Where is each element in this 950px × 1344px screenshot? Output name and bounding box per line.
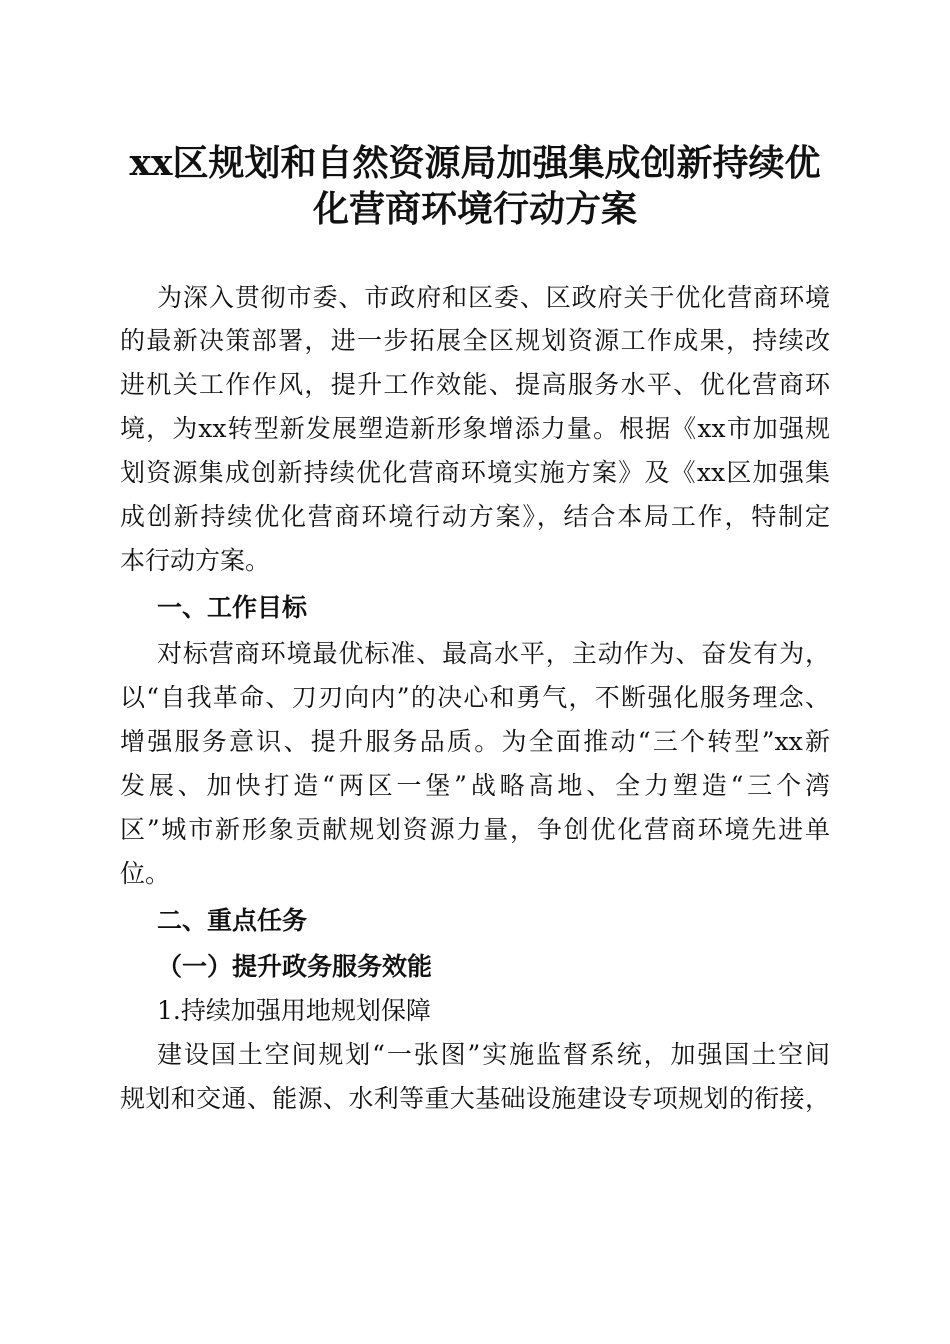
paragraph-line: 本行动方案。 <box>120 546 271 575</box>
paragraph-line: 对标营商环境最优标准、最高水平，主动作为、奋发有为， <box>157 639 830 668</box>
paragraph-line: 进机关工作作风，提升工作效能、提高服务水平、优化营商环 <box>120 370 830 399</box>
subsection-heading: （一）提升政务服务效能 <box>157 952 433 981</box>
section-heading: 二、重点任务 <box>157 906 308 935</box>
paragraph-line: 划资源集成创新持续优化营商环境实施方案》及《xx区加强集 <box>120 458 830 487</box>
paragraph-line: 以“自我革命、刀刃向内”的决心和勇气，不断强化服务理念、 <box>120 683 830 712</box>
paragraph-line: 增强服务意识、提升服务品质。为全面推动“三个转型”xx新 <box>120 727 830 756</box>
item-heading: 1.持续加强用地规划保障 <box>157 996 431 1025</box>
section-heading: 一、工作目标 <box>157 593 308 622</box>
document-title-line-1: xx区规划和自然资源局加强集成创新持续优 <box>129 142 821 184</box>
paragraph-line: 境，为xx转型新发展塑造新形象增添力量。根据《xx市加强规 <box>120 414 830 443</box>
paragraph-line: 的最新决策部署，进一步拓展全区规划资源工作成果，持续改 <box>120 326 830 355</box>
paragraph-line: 为深入贯彻市委、市政府和区委、区政府关于优化营商环境 <box>157 283 830 312</box>
paragraph-line: 建设国土空间规划“一张图”实施监督系统，加强国土空间 <box>157 1040 830 1069</box>
document-title-line-2: 化营商环境行动方案 <box>312 188 637 230</box>
paragraph-line: 规划和交通、能源、水利等重大基础设施建设专项规划的衔接， <box>120 1084 830 1113</box>
paragraph-line: 位。 <box>120 859 171 888</box>
paragraph-line: 区”城市新形象贡献规划资源力量，争创优化营商环境先进单 <box>120 815 830 844</box>
paragraph-line: 成创新持续优化营商环境行动方案》，结合本局工作，特制定 <box>120 502 830 531</box>
paragraph-line: 发展、加快打造“两区一堡”战略高地、全力塑造“三个湾 <box>120 771 830 800</box>
